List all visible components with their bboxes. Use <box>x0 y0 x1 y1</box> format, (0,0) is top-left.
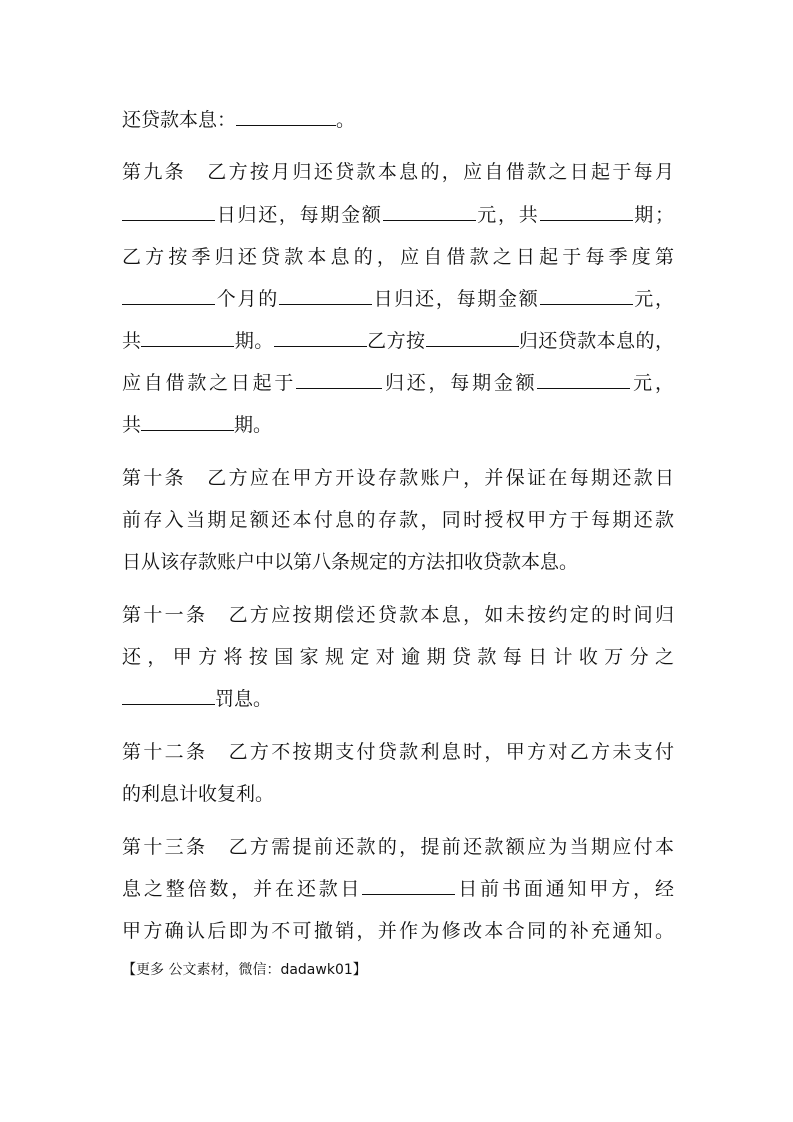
fill-blank <box>236 124 336 126</box>
fill-blank <box>141 429 234 431</box>
article-9-line-7 <box>122 413 674 437</box>
text-line <box>122 108 674 132</box>
text-span: 期。 <box>234 414 273 436</box>
text-span: 元， <box>632 288 674 310</box>
text-span: 个月的 <box>215 288 279 310</box>
text-span: 共 <box>122 414 142 436</box>
fill-blank <box>426 345 519 347</box>
text-span: 罚息。 <box>215 688 273 710</box>
text-span: 共 <box>122 330 142 352</box>
text-span: 日归还，每期金额 <box>215 204 383 226</box>
article-10-line-3: 日从该存款账户中以第八条规定的方法扣收贷款本息。 <box>122 551 579 573</box>
text-span: 日归还，每期金额 <box>371 288 540 310</box>
article-9-line-1: 第九条 乙方按月归还贷款本息的，应自借款之日起于每月 <box>122 161 674 183</box>
fill-blank <box>274 345 367 347</box>
text-span: 元，共 <box>475 204 540 226</box>
article-11-line-3 <box>122 687 674 711</box>
fill-blank <box>122 219 215 221</box>
fill-blank <box>537 387 630 389</box>
fill-blank <box>540 219 633 221</box>
text-span: 期。 <box>234 330 274 352</box>
fill-blank <box>122 703 215 705</box>
article-13-line-1: 第十三条 乙方需提前还款的，提前还款额应为当期应付本 <box>122 836 674 858</box>
article-13-line-3: 甲方确认后即为不可撤销，并作为修改本合同的补充通知。 <box>122 920 674 942</box>
text-span: 乙方按 <box>366 330 426 352</box>
footer-note: 【更多 公文素材，微信：dadawk01】 <box>122 962 367 978</box>
article-11-line-2: 还，甲方将按国家规定对逾期贷款每日计收万分之 <box>122 646 674 668</box>
article-12-line-2: 的利息计收复利。 <box>122 783 275 805</box>
article-9-line-6 <box>122 371 674 395</box>
fill-blank <box>362 893 455 895</box>
text-span: 归还，每期金额 <box>382 372 538 394</box>
fill-blank <box>540 303 633 305</box>
text-span: 应自借款之日起于 <box>122 372 297 394</box>
fill-blank <box>279 303 372 305</box>
fill-blank <box>122 303 215 305</box>
article-9-line-2 <box>122 203 674 227</box>
text-span: 还贷款本息： <box>122 109 237 131</box>
article-9-line-4 <box>122 287 674 311</box>
article-9-line-5 <box>122 329 674 353</box>
fill-blank <box>296 387 382 389</box>
fill-blank <box>383 219 476 221</box>
article-13-line-2 <box>122 877 674 901</box>
article-10-line-2: 前存入当期足额还本付息的存款，同时授权甲方于每期还款 <box>122 509 674 531</box>
fill-blank <box>141 345 234 347</box>
article-11-line-1: 第十一条 乙方应按期偿还贷款本息，如未按约定的时间归 <box>122 604 674 626</box>
text-span: 元， <box>630 372 674 394</box>
text-span: 期； <box>632 204 674 226</box>
text-span: 。 <box>336 109 356 131</box>
text-span: 归还贷款本息的， <box>518 330 674 352</box>
article-12-line-1: 第十二条 乙方不按期支付贷款利息时，甲方对乙方未支付 <box>122 741 674 763</box>
article-9-line-3: 乙方按季归还贷款本息的，应自借款之日起于每季度第 <box>122 246 674 268</box>
article-10-line-1: 第十条 乙方应在甲方开设存款账户，并保证在每期还款日 <box>122 467 674 489</box>
text-span: 日前书面通知甲方，经 <box>455 878 674 900</box>
text-span: 息之整倍数，并在还款日 <box>122 878 363 900</box>
